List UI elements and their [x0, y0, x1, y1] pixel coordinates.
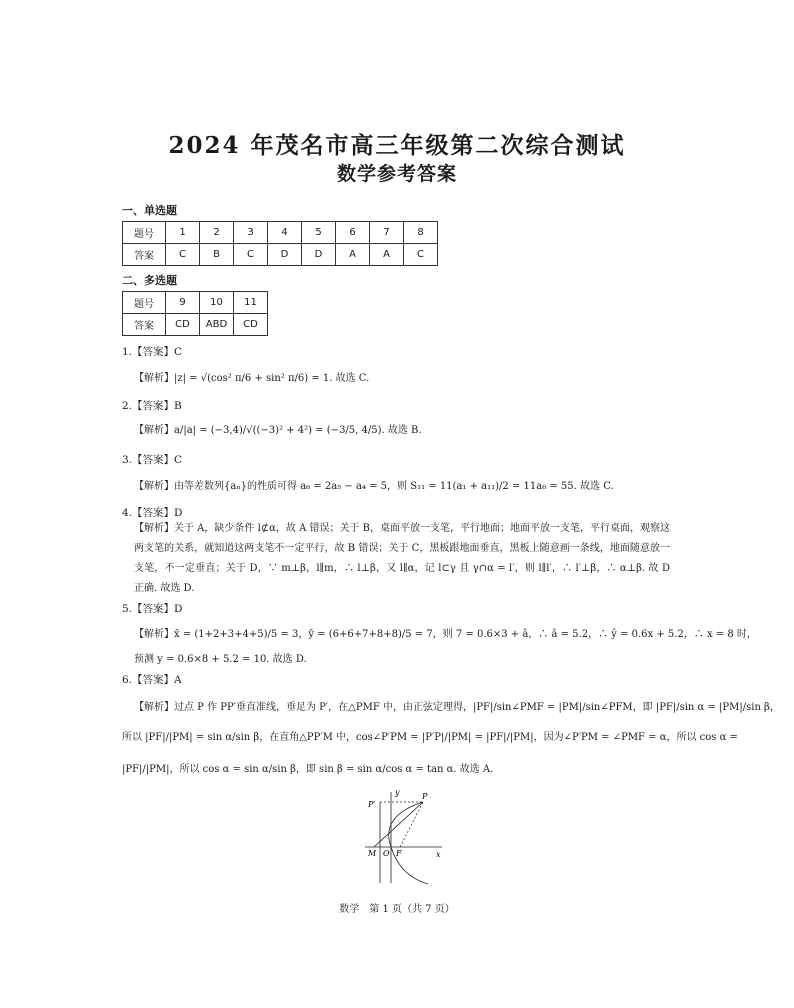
table-cell: A	[370, 244, 404, 266]
q3-explanation: 【解析】由等差数列{aₙ}的性质可得 a₆ = 2a₅ − a₄ = 5，则 S₁₁ = 11(a₁ + a₁₁)/2 = 11a₆ = 55. 故选 C.	[134, 481, 614, 492]
table-cell: 11	[234, 292, 268, 314]
table-row	[123, 222, 438, 244]
label-o: O	[383, 849, 390, 858]
table-cell: A	[336, 244, 370, 266]
table-cell: C	[166, 244, 200, 266]
table-row-label: 题号	[123, 292, 166, 314]
multi-choice-table	[122, 291, 268, 336]
q1-explanation: 【解析】|z| = √(cos² π/6 + sin² π/6) = 1. 故选 C.	[134, 373, 370, 384]
table-row	[123, 314, 268, 336]
label-p: P	[422, 792, 428, 801]
q6-explanation-line3: |PF|/|PM|，所以 cos α = sin α/sin β，即 sin β = sin α/cos α = tan α. 故选 A.	[122, 764, 494, 775]
label-f: F	[396, 849, 402, 858]
section-multi-choice-heading: 二、多选题	[122, 274, 177, 287]
q2-answer: 2.【答案】B	[122, 400, 182, 412]
table-cell: 4	[268, 222, 302, 244]
label-x: x	[436, 850, 441, 859]
table-cell: CD	[234, 314, 268, 336]
page-footer: 数学 第 1 页（共 7 页）	[339, 904, 455, 915]
parabola-figure	[360, 786, 450, 886]
q3-answer: 3.【答案】C	[122, 454, 183, 466]
q5-answer: 5.【答案】D	[122, 603, 183, 615]
q6-explanation-line2: 所以 |PF|/|PM| = sin α/sin β，在直角△PP′M 中，cos∠P′PM = |P′P|/|PM| = |PF|/|PM|，因为∠P′PM = ∠PMF = α，所以 cos α =	[122, 732, 738, 743]
q1-answer: 1.【答案】C	[122, 346, 183, 358]
pm-segment	[374, 802, 423, 847]
q4-answer: 4.【答案】D	[122, 507, 183, 519]
q5-explanation-line1: 【解析】x̄ = (1+2+3+4+5)/5 = 3，ȳ = (6+6+7+8+8)/5 = 7，则 7 = 0.6×3 + â，∴ â = 5.2，∴ ŷ = 0.6x + 5.2，∴ x = 8 时，	[134, 629, 757, 640]
page-title: 2024 年茂名市高三年级第二次综合测试	[168, 132, 626, 159]
table-row-label: 答案	[123, 314, 166, 336]
q6-explanation-line1: 【解析】过点 P 作 PP′垂直准线，垂足为 P′，在△PMF 中，由正弦定理得，|PF|/sin∠PMF = |PM|/sin∠PFM，即 |PF|/sin α = |PM|/sin β，	[134, 702, 780, 713]
label-m: M	[368, 849, 377, 858]
table-row	[123, 292, 268, 314]
table-cell: ABD	[200, 314, 234, 336]
table-row	[123, 244, 438, 266]
table-row-label: 题号	[123, 222, 166, 244]
table-cell: C	[234, 244, 268, 266]
q6-answer: 6.【答案】A	[122, 674, 182, 686]
q2-explanation: 【解析】a/|a| = (−3,4)/√((−3)² + 4²) = (−3/5, 4/5). 故选 B.	[134, 425, 422, 436]
single-choice-table	[122, 221, 438, 266]
table-cell: 9	[166, 292, 200, 314]
pf-segment	[400, 802, 423, 847]
section-single-choice-heading: 一、单选题	[122, 204, 177, 217]
table-cell: 10	[200, 292, 234, 314]
table-row-label: 答案	[123, 244, 166, 266]
table-cell: D	[268, 244, 302, 266]
table-cell: 6	[336, 222, 370, 244]
table-cell: 2	[200, 222, 234, 244]
table-cell: 3	[234, 222, 268, 244]
table-cell: B	[200, 244, 234, 266]
table-cell: 5	[302, 222, 336, 244]
table-cell: CD	[166, 314, 200, 336]
page-subtitle: 数学参考答案	[336, 163, 457, 185]
parabola-curve	[389, 802, 428, 884]
table-cell: 8	[404, 222, 438, 244]
label-y: y	[395, 788, 400, 797]
table-cell: 1	[166, 222, 200, 244]
q5-explanation-line2: 预测 y = 0.6×8 + 5.2 = 10. 故选 D.	[134, 654, 307, 665]
table-cell: D	[302, 244, 336, 266]
table-cell: C	[404, 244, 438, 266]
label-p-prime: P′	[368, 800, 376, 809]
q4-explanation: 【解析】关于 A，缺少条件 l⊄α，故 A 错误；关于 B，桌面平放一支笔，平行地面；地面平放一支笔，平行桌面，观察这两支笔的关系，就知道这两支笔不一定平行，故 B 错误；关于 C，黑板跟地面垂直，黑板上随意画一条线，地面随意放一支笔，不一定垂直；关于 D，∵ m⊥β，l∥m，∴ l⊥β，又 l∥α，记 l⊂γ 且 γ∩α = l′，则 l∥l′，∴ l′⊥β，∴ α⊥β. 故 D 正确. 故选 D.	[134, 523, 671, 594]
table-cell: 7	[370, 222, 404, 244]
